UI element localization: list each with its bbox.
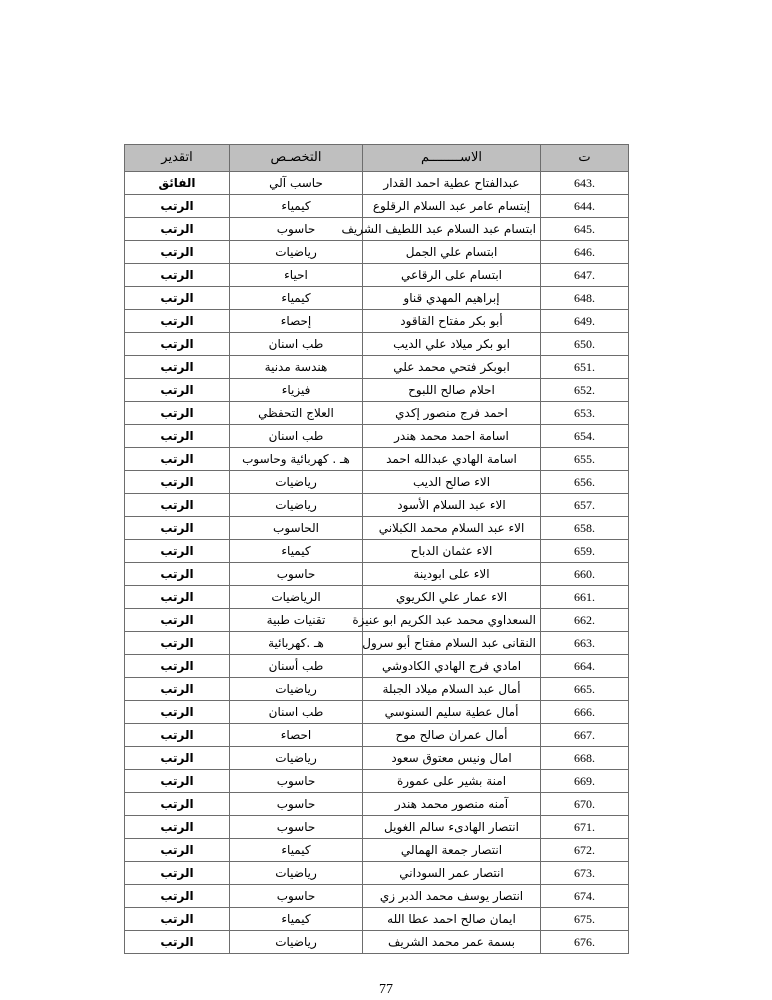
table-row xyxy=(125,908,629,931)
major-cell: رياضيات xyxy=(230,241,363,264)
table-row xyxy=(125,724,629,747)
name-cell: اسامة الهادي عبدالله احمد xyxy=(363,448,541,471)
major-cell: هـ . كهربائية وحاسوب xyxy=(230,448,363,471)
table-row xyxy=(125,701,629,724)
name-cell: ابتسام عبد السلام عبد اللطيف الشريف xyxy=(363,218,541,241)
grade-cell: الرتب xyxy=(125,931,230,954)
grade-cell: الرتب xyxy=(125,425,230,448)
major-cell: حاسوب xyxy=(230,885,363,908)
table-row xyxy=(125,333,629,356)
major-cell: العلاج التحفظي xyxy=(230,402,363,425)
major-cell: كيمياء xyxy=(230,908,363,931)
name-cell: احلام صالح اللبوح xyxy=(363,379,541,402)
grade-cell: الرتب xyxy=(125,770,230,793)
major-cell: رياضيات xyxy=(230,931,363,954)
number-cell: 663. xyxy=(541,632,629,655)
grade-cell: الرتب xyxy=(125,517,230,540)
name-cell: أبو بكر مفتاح القاقود xyxy=(363,310,541,333)
table-row xyxy=(125,793,629,816)
number-cell: 671. xyxy=(541,816,629,839)
number-cell: 646. xyxy=(541,241,629,264)
major-cell: طب اسنان xyxy=(230,425,363,448)
number-cell: 648. xyxy=(541,287,629,310)
name-cell: بسمة عمر محمد الشريف xyxy=(363,931,541,954)
number-cell: 649. xyxy=(541,310,629,333)
number-cell: 655. xyxy=(541,448,629,471)
grade-cell: الرتب xyxy=(125,609,230,632)
table-row xyxy=(125,517,629,540)
major-cell: حاسوب xyxy=(230,563,363,586)
table-row xyxy=(125,241,629,264)
grade-cell: الرتب xyxy=(125,839,230,862)
table-row xyxy=(125,287,629,310)
header-major: التخصـص xyxy=(230,145,363,172)
major-cell: احصاء xyxy=(230,724,363,747)
grade-cell: الرتب xyxy=(125,724,230,747)
table-row xyxy=(125,425,629,448)
name-cell: ابتسام علي الجمل xyxy=(363,241,541,264)
major-cell: كيمياء xyxy=(230,287,363,310)
number-cell: 665. xyxy=(541,678,629,701)
number-cell: 675. xyxy=(541,908,629,931)
name-cell: انتصار عمر السوداني xyxy=(363,862,541,885)
number-cell: 645. xyxy=(541,218,629,241)
grade-cell: الرتب xyxy=(125,218,230,241)
table-row xyxy=(125,448,629,471)
name-cell: اسامة احمد محمد هندر xyxy=(363,425,541,448)
table-row xyxy=(125,816,629,839)
major-cell: حاسوب xyxy=(230,218,363,241)
header-grade: اتقدير xyxy=(125,145,230,172)
number-cell: 658. xyxy=(541,517,629,540)
name-cell: الاء على ابودينة xyxy=(363,563,541,586)
number-cell: 664. xyxy=(541,655,629,678)
name-cell: امنة بشير على عمورة xyxy=(363,770,541,793)
number-cell: 668. xyxy=(541,747,629,770)
number-cell: 643. xyxy=(541,172,629,195)
number-cell: 659. xyxy=(541,540,629,563)
major-cell: رياضيات xyxy=(230,471,363,494)
grade-cell: الرتب xyxy=(125,908,230,931)
grade-cell: الرتب xyxy=(125,241,230,264)
number-cell: 652. xyxy=(541,379,629,402)
number-cell: 651. xyxy=(541,356,629,379)
grade-cell: الرتب xyxy=(125,678,230,701)
name-cell: الاء عبد السلام محمد الكبلاني xyxy=(363,517,541,540)
grade-cell: الرتب xyxy=(125,540,230,563)
table-row xyxy=(125,885,629,908)
number-cell: 661. xyxy=(541,586,629,609)
table-row xyxy=(125,540,629,563)
major-cell: إحصاء xyxy=(230,310,363,333)
page-number: 77 xyxy=(379,982,393,997)
table-row xyxy=(125,862,629,885)
major-cell: تقنيات طبية xyxy=(230,609,363,632)
major-cell: طب اسنان xyxy=(230,701,363,724)
name-cell: إبراهيم المهدي قناو xyxy=(363,287,541,310)
major-cell: فيزياء xyxy=(230,379,363,402)
number-cell: 650. xyxy=(541,333,629,356)
grade-cell: الرتب xyxy=(125,862,230,885)
major-cell: الحاسوب xyxy=(230,517,363,540)
graduates-table xyxy=(124,144,629,954)
name-cell: الاء صالح الديب xyxy=(363,471,541,494)
table-header-row xyxy=(125,145,629,172)
major-cell: حاسوب xyxy=(230,770,363,793)
name-cell: انتصار الهادىء سالم الغويل xyxy=(363,816,541,839)
table-row xyxy=(125,264,629,287)
grade-cell: الرتب xyxy=(125,333,230,356)
grade-cell: الرتب xyxy=(125,747,230,770)
grade-cell: الرتب xyxy=(125,264,230,287)
table-row xyxy=(125,839,629,862)
table-row xyxy=(125,379,629,402)
major-cell: رياضيات xyxy=(230,678,363,701)
number-cell: 647. xyxy=(541,264,629,287)
major-cell: حاسوب xyxy=(230,816,363,839)
table-row xyxy=(125,655,629,678)
name-cell: أمال عطية سليم السنوسي xyxy=(363,701,541,724)
name-cell: النقانى عبد السلام مفتاح أبو سرول xyxy=(363,632,541,655)
number-cell: 673. xyxy=(541,862,629,885)
name-cell: ابوبكر فتحي محمد علي xyxy=(363,356,541,379)
number-cell: 669. xyxy=(541,770,629,793)
table-row xyxy=(125,609,629,632)
number-cell: 662. xyxy=(541,609,629,632)
grade-cell: الرتب xyxy=(125,494,230,517)
grade-cell: الرتب xyxy=(125,563,230,586)
major-cell: كيمياء xyxy=(230,195,363,218)
grade-cell: الرتب xyxy=(125,195,230,218)
table-row xyxy=(125,678,629,701)
major-cell: احياء xyxy=(230,264,363,287)
name-cell: امال ونيس معتوق سعود xyxy=(363,747,541,770)
name-cell: الاء عبد السلام الأسود xyxy=(363,494,541,517)
table-row xyxy=(125,563,629,586)
major-cell: كيمياء xyxy=(230,839,363,862)
header-name: الاســــــــم xyxy=(363,145,541,172)
major-cell: طب أسنان xyxy=(230,655,363,678)
table-row xyxy=(125,747,629,770)
grade-cell: الرتب xyxy=(125,287,230,310)
name-cell: إبتسام عامر عبد السلام الرقلوع xyxy=(363,195,541,218)
name-cell: ابتسام على الرقاعي xyxy=(363,264,541,287)
number-cell: 676. xyxy=(541,931,629,954)
table-row xyxy=(125,402,629,425)
table-row xyxy=(125,770,629,793)
table-row xyxy=(125,471,629,494)
major-cell: كيمياء xyxy=(230,540,363,563)
grade-cell: الرتب xyxy=(125,885,230,908)
grade-cell: الرتب xyxy=(125,793,230,816)
table-row xyxy=(125,931,629,954)
grade-cell: الفائق xyxy=(125,172,230,195)
table-row xyxy=(125,310,629,333)
name-cell: الاء عمار علي الكريوي xyxy=(363,586,541,609)
header-number: ت xyxy=(541,145,629,172)
name-cell: عبدالفتاح عطية احمد القدار xyxy=(363,172,541,195)
name-cell: أمال عمران صالح موح xyxy=(363,724,541,747)
number-cell: 660. xyxy=(541,563,629,586)
name-cell: السعداوي محمد عبد الكريم ابو عنيزة xyxy=(363,609,541,632)
major-cell: رياضيات xyxy=(230,862,363,885)
grade-cell: الرتب xyxy=(125,655,230,678)
major-cell: الرياضيات xyxy=(230,586,363,609)
name-cell: أمال عبد السلام ميلاد الجبلة xyxy=(363,678,541,701)
number-cell: 644. xyxy=(541,195,629,218)
name-cell: الاء عثمان الدباح xyxy=(363,540,541,563)
number-cell: 653. xyxy=(541,402,629,425)
table-row xyxy=(125,632,629,655)
table-row xyxy=(125,494,629,517)
major-cell: رياضيات xyxy=(230,747,363,770)
major-cell: حاسب آلي xyxy=(230,172,363,195)
major-cell: هندسة مدنية xyxy=(230,356,363,379)
grade-cell: الرتب xyxy=(125,471,230,494)
major-cell: حاسوب xyxy=(230,793,363,816)
grade-cell: الرتب xyxy=(125,379,230,402)
major-cell: هـ .كهربائية xyxy=(230,632,363,655)
number-cell: 654. xyxy=(541,425,629,448)
name-cell: ابو بكر ميلاد علي الديب xyxy=(363,333,541,356)
table-row xyxy=(125,218,629,241)
grade-cell: الرتب xyxy=(125,402,230,425)
grade-cell: الرتب xyxy=(125,632,230,655)
table-row xyxy=(125,356,629,379)
name-cell: انتصار جمعة الهمالي xyxy=(363,839,541,862)
table-row xyxy=(125,586,629,609)
table-body xyxy=(125,172,629,954)
name-cell: ايمان صالح احمد عطا الله xyxy=(363,908,541,931)
number-cell: 670. xyxy=(541,793,629,816)
number-cell: 667. xyxy=(541,724,629,747)
number-cell: 666. xyxy=(541,701,629,724)
grade-cell: الرتب xyxy=(125,356,230,379)
grade-cell: الرتب xyxy=(125,701,230,724)
major-cell: طب اسنان xyxy=(230,333,363,356)
number-cell: 656. xyxy=(541,471,629,494)
major-cell: رياضيات xyxy=(230,494,363,517)
number-cell: 674. xyxy=(541,885,629,908)
name-cell: آمنه منصور محمد هندر xyxy=(363,793,541,816)
name-cell: انتصار يوسف محمد الدبر زي xyxy=(363,885,541,908)
number-cell: 657. xyxy=(541,494,629,517)
name-cell: احمد فرج منصور إكدي xyxy=(363,402,541,425)
grade-cell: الرتب xyxy=(125,816,230,839)
grade-cell: الرتب xyxy=(125,448,230,471)
name-cell: امادي فرج الهادي الكادوشي xyxy=(363,655,541,678)
table-row xyxy=(125,172,629,195)
number-cell: 672. xyxy=(541,839,629,862)
grade-cell: الرتب xyxy=(125,310,230,333)
table-row xyxy=(125,195,629,218)
grade-cell: الرتب xyxy=(125,586,230,609)
